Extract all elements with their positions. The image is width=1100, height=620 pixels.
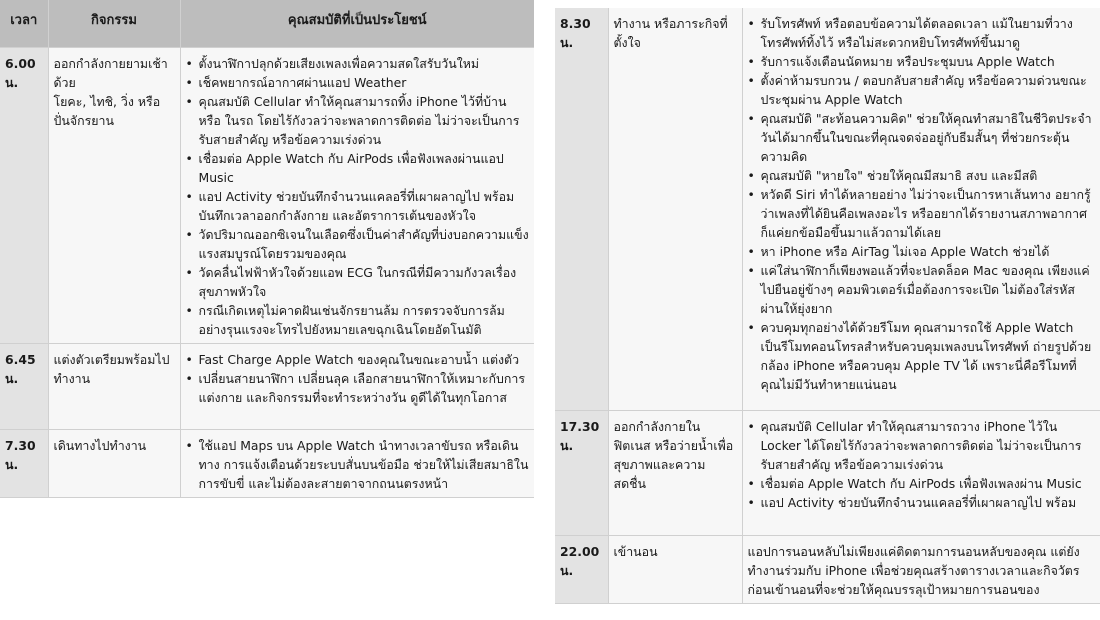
feature-item: • วัดคลื่นไฟฟ้าหัวใจด้วยแอพ ECG ในกรณีที่มีความกังวลเรื่องสุขภาพหัวใจ — [186, 263, 530, 301]
feature-item: • เชื่อมต่อ Apple Watch กับ AirPods เพื่อฟังเพลงผ่าน Music — [748, 474, 1096, 493]
feature-item: • แอป Activity ช่วยบันทึกจำนวนแคลอรี่ที่เผาผลาญไป พร้อม — [748, 493, 1096, 512]
activity-line: ออกกำลังกายยามเช้าด้วย — [53, 56, 168, 90]
feature-item: • ใช้แอป Maps บน Apple Watch นำทางเวลาขับรถ หรือเดินทาง การแจ้งเตือนด้วยระบบสั่นบนข้อมือ ช่วยให้ไม่เสียสมาธิในการขับขี่ และไม่ต้องละสายตาจากถนนตรงหน้า — [186, 436, 530, 493]
schedule-table-left — [0, 0, 534, 489]
row-features — [180, 430, 534, 498]
row-time: 17.30 น. — [555, 410, 608, 535]
header-features: คุณสมบัติที่เป็นประโยชน์ — [180, 0, 534, 48]
activity-line: สดชื่น — [613, 475, 646, 491]
row-activity — [608, 410, 742, 535]
feature-item: • คุณสมบัติ "หายใจ" ช่วยให้คุณมีสมาธิ สงบ และมีสติ — [748, 166, 1096, 185]
feature-item: • เช็คพยากรณ์อากาศผ่านแอป Weather — [186, 73, 530, 92]
feature-item: • คุณสมบัติ Cellular ทำให้คุณสามารถวาง iPhone ไว้ใน Locker ได้โดยไร้กังวลว่าจะพลาดการติดต่อ ไม่ว่าจะเป็นการรับสายสำคัญ หรือข้อความเร่งด่วน — [748, 417, 1096, 474]
row-features — [180, 344, 534, 430]
activity-line: โยคะ, ไทชิ, วิ่ง หรือ — [53, 94, 161, 109]
table-row — [555, 8, 1100, 410]
table-header-row — [0, 0, 534, 48]
feature-item: • ควบคุมทุกอย่างได้ด้วยรีโมท คุณสามารถใช้ Apple Watch เป็นรีโมทคอนโทรลสำหรับควบคุมเพลงบนโทรศัพท์ ถ่ายรูปด้วยกล้อง iPhone หรือควบคุม Apple TV ได้ เพราะนี่คือรีโมทที่คุณไม่มีวันทำหายแน่นอน — [748, 318, 1096, 394]
feature-item: • ตั้งค่าห้ามรบกวน / ตอบกลับสายสำคัญ หรือข้อความด่วนขณะประชุมผ่าน Apple Watch — [748, 71, 1096, 109]
activity-line: ทำงาน หรือภาระกิจที่ — [613, 16, 728, 31]
feature-item: • รับการแจ้งเตือนนัดหมาย หรือประชุมบน Apple Watch — [748, 52, 1096, 71]
row-time: 8.30 น. — [555, 8, 608, 410]
feature-item: • แค่ใส่นาฬิกาก็เพียงพอแล้วที่จะปลดล็อค Mac ของคุณ เพียงแค่ไปยืนอยู่ข้างๆ คอมพิวเตอร์เมื่อต้องการจะเปิด ไม่ต้องใส่รหัสผ่านให้ยุ่งยาก — [748, 261, 1096, 318]
table-row — [0, 344, 534, 430]
row-time: 6.00 น. — [0, 48, 48, 344]
activity-line: ตั้งใจ — [613, 35, 641, 50]
row-activity — [608, 8, 742, 410]
feature-item: • หวัดดี Siri ทำได้หลายอย่าง ไม่ว่าจะเป็นการหาเส้นทาง อยากรู้ว่าเพลงที่ได้ยินคือเพลงอะไร หรืออยากได้รายงานสภาพอากาศ ก็แค่ยกข้อมือขึ้นมาแล้วถามได้เลย — [748, 185, 1096, 242]
feature-item: • เชื่อมต่อ Apple Watch กับ AirPods เพื่อฟังเพลงผ่านแอป Music — [186, 149, 530, 187]
header-time: เวลา — [0, 0, 48, 48]
row-features — [180, 48, 534, 344]
row-activity: เข้านอน — [608, 535, 742, 603]
header-activity: กิจกรรม — [48, 0, 180, 48]
activity-line: ฟิตเนส หรือว่ายน้ำเพื่อ — [613, 437, 734, 453]
row-features — [742, 410, 1100, 535]
activity-line: สุขภาพและความ — [613, 456, 706, 472]
feature-item: • คุณสมบัติ Cellular ทำให้คุณสามารถทิ้ง iPhone ไว้ที่บ้าน หรือ ในรถ โดยไร้กังวลว่าจะพลาดการติดต่อ ไม่ว่าจะเป็นการรับสายสำคัญ หรือข้อความเร่งด่วน — [186, 92, 530, 149]
table-row — [555, 410, 1100, 535]
table-row — [0, 430, 534, 498]
feature-item: • เปลี่ยนสายนาฬิกา เปลี่ยนลุค เลือกสายนาฬิกาให้เหมาะกับการแต่งกาย และกิจกรรมที่จะทำระหว่างวัน ดูดีได้ในทุกโอกาส — [186, 369, 530, 407]
table-row — [0, 48, 534, 344]
row-time: 6.45 น. — [0, 344, 48, 430]
row-features — [742, 8, 1100, 410]
table-row — [555, 535, 1100, 603]
feature-item: • คุณสมบัติ "สะท้อนความคิด" ช่วยให้คุณทำสมาธิในชีวิตประจำวันได้มากขึ้นในขณะที่คุณจดจ่ออยู่กับธีมสั้นๆ ที่ช่วยกระตุ้นความคิด — [748, 109, 1096, 166]
feature-item: • หา iPhone หรือ AirTag ไม่เจอ Apple Watch ช่วยได้ — [748, 242, 1096, 261]
feature-item: • รับโทรศัพท์ หรือตอบข้อความได้ตลอดเวลา แม้ในยามที่วางโทรศัพท์ทิ้งไว้ หรือไม่สะดวกหยิบโทรศัพท์ขึ้นมาดู — [748, 14, 1096, 52]
row-activity: แต่งตัวเตรียมพร้อมไปทำงาน — [48, 344, 180, 430]
feature-item: • Fast Charge Apple Watch ของคุณในขณะอาบน้ำ แต่งตัว — [186, 350, 530, 369]
row-time: 7.30 น. — [0, 430, 48, 498]
feature-item: • ตั้งนาฬิกาปลุกด้วยเสียงเพลงเพื่อความสดใสรับวันใหม่ — [186, 54, 530, 73]
feature-item: • แอป Activity ช่วยบันทึกจำนวนแคลอรี่ที่เผาผลาญไป พร้อมบันทึกเวลาออกกำลังกาย และอัตราการเต้นของหัวใจ — [186, 187, 530, 225]
feature-item: • วัดปริมาณออกซิเจนในเลือดซึ่งเป็นค่าสำคัญที่บ่งบอกความแข็งแรงสมบูรณ์โดยรวมของคุณ — [186, 225, 530, 263]
row-time: 22.00 น. — [555, 535, 608, 603]
row-text: แอปการนอนหลับไม่เพียงแค่ติดตามการนอนหลับของคุณ แต่ยังทำงานร่วมกับ iPhone เพื่อช่วยคุณสร้างตารางเวลาและกิจวัตรก่อนเข้านอนที่จะช่วยให้คุณบรรลุเป้าหมายการนอนของ — [742, 535, 1100, 603]
activity-line: ออกกำลังกายใน — [613, 418, 701, 434]
schedule-table-right — [555, 8, 1100, 602]
activity-line: ปั่นจักรยาน — [53, 113, 114, 128]
row-activity — [48, 48, 180, 344]
row-activity: เดินทางไปทำงาน — [48, 430, 180, 498]
feature-item: • กรณีเกิดเหตุไม่คาดฝันเช่นจักรยานล้ม การตรวจจับการล้มอย่างรุนแรงจะโทรไปยังหมายเลขฉุกเฉินโดยอัตโนมัติ — [186, 301, 530, 339]
